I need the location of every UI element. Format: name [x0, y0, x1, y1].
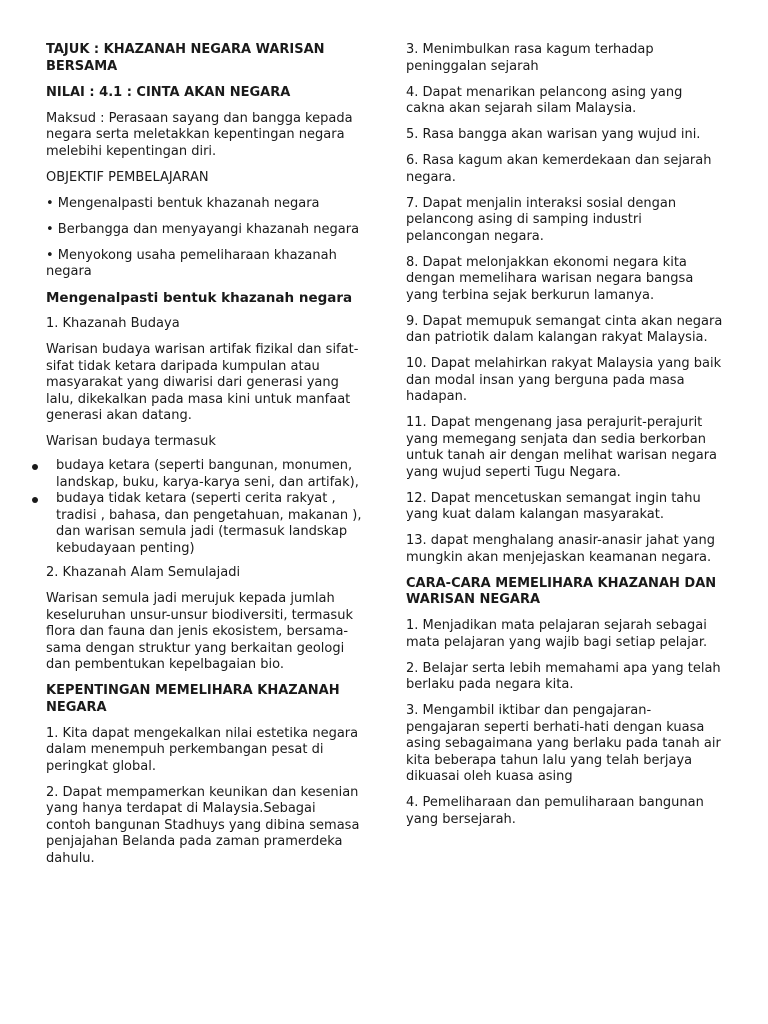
budaya-heading: 1. Khazanah Budaya — [46, 316, 180, 331]
kepentingan-item: 9. Dapat memupuk semangat cinta akan negara dan patriotik dalam kalangan rakyat Malaysia. — [406, 313, 723, 345]
right-column — [406, 42, 724, 838]
kepentingan-item: 8. Dapat melonjakkan ekonomi negara kita dengan memelihara warisan negara bangsa yang terbina sejak berkurun lamanya. — [406, 254, 694, 303]
budaya-text: Warisan budaya warisan artifak fizikal dan sifat-sifat tidak ketara daripada kumpulan atau masyarakat yang diwarisi dari generasi yang lalu, dikekalkan pada masa kini untuk manfaat generasi akan datang. — [46, 342, 359, 423]
list-item — [46, 491, 364, 557]
kepentingan-item: 13. dapat menghalang anasir-anasir jahat yang mungkin akan menjejaskan keamanan negara. — [406, 533, 715, 565]
cara-heading: CARA-CARA MEMELIHARA KHAZANAH DAN WARISAN NEGARA — [406, 575, 717, 607]
kepentingan-item: 12. Dapat mencetuskan semangat ingin tahu yang kuat dalam kalangan masyarakat. — [406, 490, 701, 522]
kepentingan-item: 2. Dapat mempamerkan keunikan dan kesenian yang hanya terdapat di Malaysia.Sebagai contoh bangunan Stadhuys yang dibina semasa penjajahan Belanda pada zaman pramerdeka dahulu. — [46, 784, 360, 866]
alam-heading: 2. Khazanah Alam Semulajadi — [46, 565, 241, 580]
kepentingan-item: 4. Dapat menarikan pelancong asing yang cakna akan sejarah silam Malaysia. — [406, 84, 683, 116]
kepentingan-item: 5. Rasa bangga akan warisan yang wujud ini. — [406, 127, 701, 142]
cara-item: 1. Menjadikan mata pelajaran sejarah sebagai mata pelajaran yang wajib bagi setiap pelajar. — [406, 618, 708, 650]
bentuk-heading: Mengenalpasti bentuk khazanah negara — [46, 290, 353, 306]
maksud-text: Maksud : Perasaan sayang dan bangga kepada negara serta meletakkan kepentingan negara melebihi kepentingan diri. — [46, 110, 353, 159]
objektif-item: • Berbangga dan menyayangi khazanah negara — [46, 221, 360, 237]
left-column — [46, 42, 364, 877]
list-item-text: budaya ketara (seperti bangunan, monumen, landskap, buku, karya-karya seni, dan artifak), — [56, 458, 359, 490]
kepentingan-item: 10. Dapat melahirkan rakyat Malaysia yang baik dan modal insan yang berguna pada masa hadapan. — [406, 356, 722, 404]
nilai-heading: NILAI : 4.1 : CINTA AKAN NEGARA — [46, 84, 291, 100]
cara-item: 2. Belajar serta lebih memahami apa yang telah berlaku pada negara kita. — [406, 660, 721, 692]
bullet-dot-icon — [32, 464, 38, 470]
kepentingan-item: 1. Kita dapat mengekalkan nilai estetika negara dalam menempuh perkembangan pesat di peringkat global. — [46, 725, 359, 774]
kepentingan-item: 3. Menimbulkan rasa kagum terhadap peninggalan sejarah — [406, 42, 654, 74]
document-title: TAJUK : KHAZANAH NEGARA WARISAN BERSAMA — [46, 42, 325, 74]
objektif-item: • Mengenalpasti bentuk khazanah negara — [46, 195, 320, 211]
objektif-item: • Menyokong usaha pemeliharaan khazanah negara — [46, 247, 337, 279]
bullet-dot-icon — [32, 497, 38, 503]
list-item-text: budaya tidak ketara (seperti cerita rakyat , tradisi , bahasa, dan pengetahuan, makanan ), dan warisan semula jadi (termasuk landskap kebudayaan penting) — [56, 491, 362, 556]
alam-text: Warisan semula jadi merujuk kepada jumlah keseluruhan unsur-unsur biodiversiti, termasuk flora dan fauna dan jenis ekosistem, bersama-sama dengan struktur yang berkaitan geologi dan pembentukan kepelbagaian bio. — [46, 591, 353, 672]
budaya-list — [46, 458, 364, 557]
objektif-heading: OBJEKTIF PEMBELAJARAN — [46, 169, 209, 185]
kepentingan-item: 7. Dapat menjalin interaksi sosial dengan pelancong asing di samping industri pelancongan negara. — [406, 195, 677, 244]
budaya-termasuk: Warisan budaya termasuk — [46, 434, 216, 449]
kepentingan-heading: KEPENTINGAN MEMELIHARA KHAZANAH NEGARA — [46, 683, 340, 715]
kepentingan-item: 6. Rasa kagum akan kemerdekaan dan sejarah negara. — [406, 153, 712, 185]
cara-item: 4. Pemeliharaan dan pemuliharaan bangunan yang bersejarah. — [406, 795, 704, 827]
cara-item: 3. Mengambil iktibar dan pengajaran-pengajaran seperti berhati-hati dengan kuasa asing sebagaimana yang berlaku pada tanah air kita beberapa tahun lalu yang telah berjaya dikuasai oleh kuasa asing — [406, 703, 721, 784]
list-item — [46, 458, 364, 491]
kepentingan-item: 11. Dapat mengenang jasa perajurit-perajurit yang memegang senjata dan sedia berkorban untuk tanah air dengan melihat warisan negara yang wujud seperti Tugu Negara. — [406, 415, 718, 480]
